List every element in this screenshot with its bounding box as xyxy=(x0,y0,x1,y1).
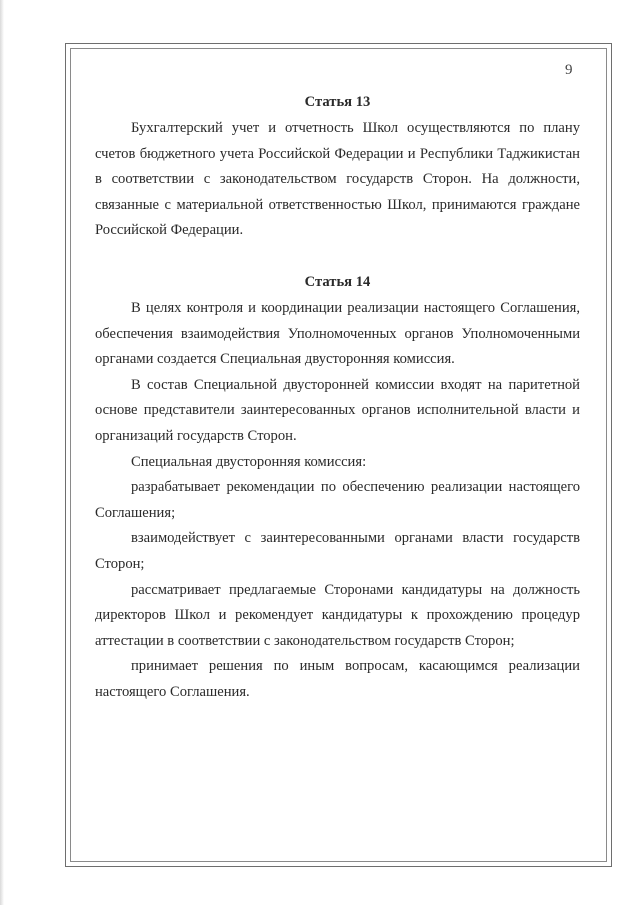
article-14-paragraph-1: В целях контроля и координации реализации настоящего Соглашения, обеспечения взаимодействия Уполномоченных органов Уполномоченными органами создается Специальная двусторонняя комиссия. xyxy=(95,299,580,368)
article-14-paragraph-4: разрабатывает рекомендации по обеспечению реализации настоящего Соглашения; xyxy=(95,479,580,521)
article-13-title: Статья 13 xyxy=(304,94,371,110)
article-14-paragraph-7: принимает решения по иным вопросам, касающимся реализации настоящего Соглашения. xyxy=(95,658,580,700)
article-14-paragraph-2: В состав Специальной двусторонней комиссии входят на паритетной основе представители заинтересованных органов исполнительной власти и организаций государств Сторон. xyxy=(95,376,580,444)
article-14-title: Статья 14 xyxy=(304,273,371,290)
article-14-paragraph-3: Специальная двусторонняя комиссия: xyxy=(131,453,367,470)
article-14-paragraph-6: рассматривает предлагаемые Сторонами кандидатуры на должность директоров Школ и рекомендует кандидатуры к прохождению процедур аттестации в соответствии с законодательством государств Сторон; xyxy=(95,581,580,649)
scan-edge xyxy=(0,0,4,905)
page-number: 9 xyxy=(565,62,573,78)
document-body xyxy=(95,88,580,705)
article-13-paragraph-1: Бухгалтерский учет и отчетность Школ осуществляются по плану счетов бюджетного учета Российской Федерации и Республики Таджикистан в соответствии с законодательством государств Сторон. На должности, связанные с материальной ответственностью Школ, принимаются граждане Российской Федерации. xyxy=(95,120,580,239)
article-14-paragraph-5: взаимодействует с заинтересованными органами власти государств Сторон; xyxy=(95,530,580,572)
